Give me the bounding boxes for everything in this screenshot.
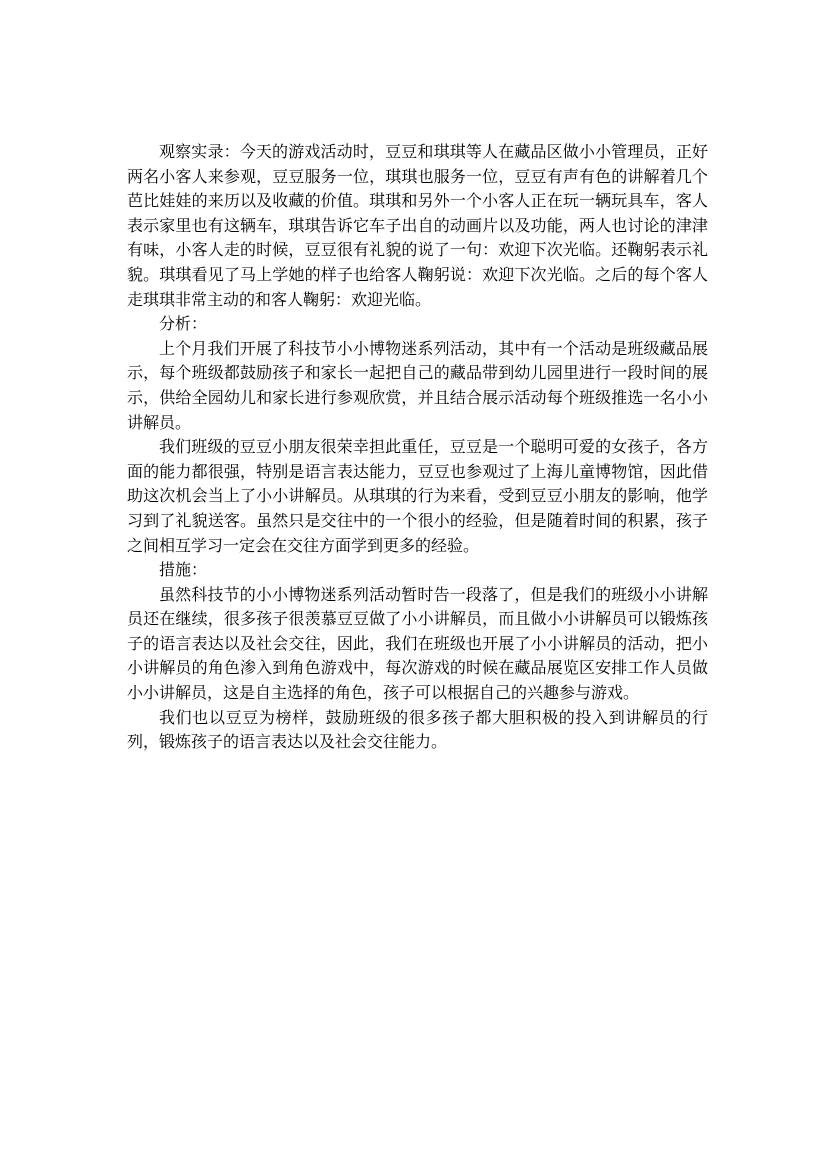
measures-paragraph-2: 我们也以豆豆为榜样，鼓励班级的很多孩子都大胆积极的投入到讲解员的行列，锻炼孩子的语言表达以及社会交往能力。	[127, 707, 708, 752]
document-page	[127, 140, 708, 755]
analysis-heading: 分析：	[159, 314, 208, 334]
analysis-paragraph-2: 我们班级的豆豆小朋友很荣幸担此重任，豆豆是一个聪明可爱的女孩子，各方面的能力都很强，特别是语言表达能力，豆豆也参观过了上海儿童博物馆，因此借助这次机会当上了小小讲解员。从琪琪的行为来看，受到豆豆小朋友的影响，他学习到了礼貌送客。虽然只是交往中的一个很小的经验，但是随着时间的积累，孩子之间相互学习一定会在交往方面学到更多的经验。	[127, 437, 708, 555]
analysis-paragraph-1: 上个月我们开展了科技节小小博物迷系列活动，其中有一个活动是班级藏品展示，每个班级都鼓励孩子和家长一起把自己的藏品带到幼儿园里进行一段时间的展示，供给全园幼儿和家长进行参观欣赏，并且结合展示活动每个班级推选一名小小讲解员。	[127, 338, 708, 432]
measures-paragraph-1: 虽然科技节的小小博物迷系列活动暂时告一段落了，但是我们的班级小小讲解员还在继续，很多孩子很羡慕豆豆做了小小讲解员，而且做小小讲解员可以锻炼孩子的语言表达以及社会交往，因此，我们在班级也开展了小小讲解员的活动，把小小讲解员的角色渗入到角色游戏中，每次游戏的时候在藏品展览区安排工作人员做小小讲解员，这是自主选择的角色，孩子可以根据自己的兴趣参与游戏。	[127, 584, 708, 703]
observation-paragraph: 观察实录：今天的游戏活动时，豆豆和琪琪等人在藏品区做小小管理员，正好两名小客人来参观，豆豆服务一位，琪琪也服务一位，豆豆有声有色的讲解着几个芭比娃娃的来历以及收藏的价值。琪琪和另外一个小客人正在玩一辆玩具车，客人表示家里也有这辆车，琪琪告诉它车子出自的动画片以及功能，两人也讨论的津津有味，小客人走的时候，豆豆很有礼貌的说了一句：欢迎下次光临。还鞠躬表示礼貌。琪琪看见了马上学她的样子也给客人鞠躬说：欢迎下次光临。之后的每个客人走琪琪非常主动的和客人鞠躬：欢迎光临。	[127, 142, 708, 309]
measures-heading: 措施：	[159, 560, 208, 580]
